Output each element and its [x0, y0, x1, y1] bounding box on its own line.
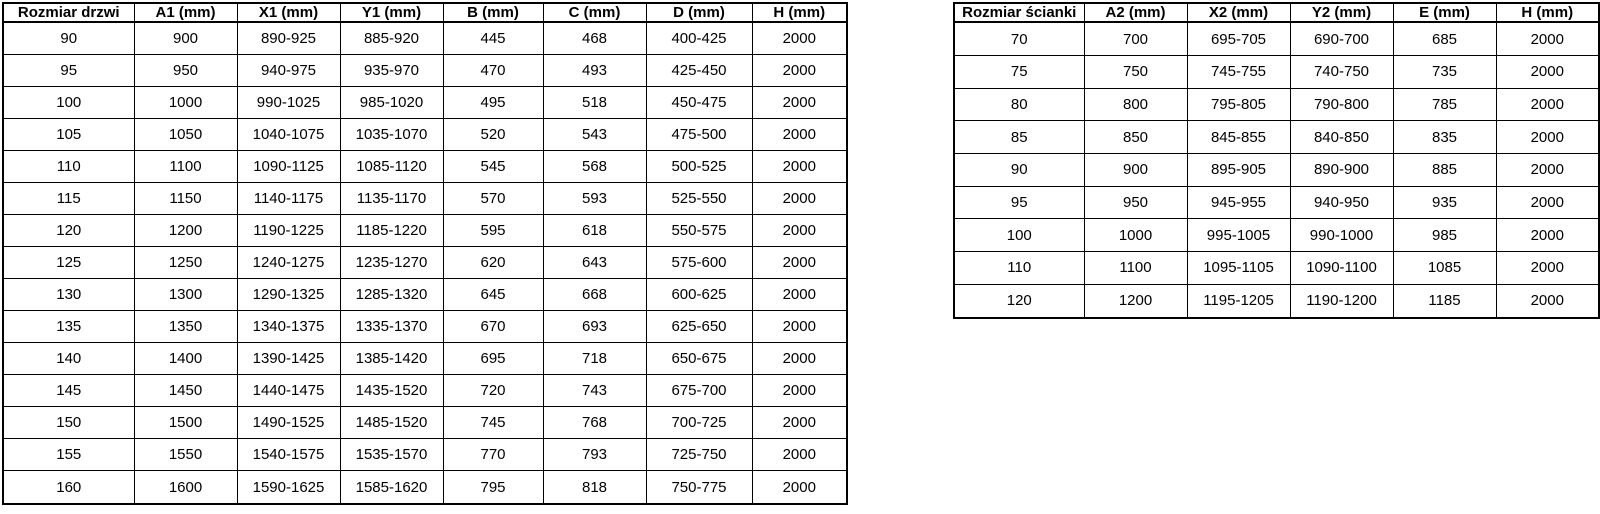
table-cell: 690-700 — [1290, 22, 1393, 56]
table-cell: 140 — [3, 343, 134, 375]
column-header: Y1 (mm) — [340, 3, 443, 22]
table-cell: 135 — [3, 311, 134, 343]
table-cell: 2000 — [752, 87, 847, 119]
table-cell: 1100 — [1084, 252, 1187, 285]
column-header: H (mm) — [752, 3, 847, 22]
table-cell: 1140-1175 — [237, 183, 340, 215]
table-row — [954, 121, 1599, 154]
table-cell: 2000 — [752, 343, 847, 375]
table-cell: 1285-1320 — [340, 279, 443, 311]
column-header: H (mm) — [1496, 3, 1599, 22]
table-cell: 545 — [443, 151, 543, 183]
table-cell: 2000 — [752, 311, 847, 343]
table-cell: 1000 — [134, 87, 237, 119]
table-cell: 795 — [443, 471, 543, 504]
table-row — [3, 55, 847, 87]
column-header: B (mm) — [443, 3, 543, 22]
table-cell: 990-1000 — [1290, 219, 1393, 252]
table-cell: 2000 — [752, 375, 847, 407]
table-cell: 940-975 — [237, 55, 340, 87]
table-cell: 1050 — [134, 119, 237, 151]
table-cell: 1250 — [134, 247, 237, 279]
table-row — [3, 183, 847, 215]
table-cell: 995-1005 — [1187, 219, 1290, 252]
table-row — [3, 87, 847, 119]
table-cell: 935-970 — [340, 55, 443, 87]
table-cell: 1435-1520 — [340, 375, 443, 407]
table-cell: 120 — [3, 215, 134, 247]
table-cell: 845-855 — [1187, 121, 1290, 154]
table-cell: 2000 — [752, 215, 847, 247]
table-cell: 885-920 — [340, 22, 443, 55]
table-cell: 700-725 — [646, 407, 752, 439]
table-row — [954, 219, 1599, 252]
table-cell: 1090-1100 — [1290, 252, 1393, 285]
table-cell: 2000 — [752, 151, 847, 183]
column-header: E (mm) — [1393, 3, 1496, 22]
table-cell: 120 — [954, 284, 1084, 318]
table-cell: 160 — [3, 471, 134, 504]
table-cell: 900 — [1084, 154, 1187, 187]
table-cell: 985-1020 — [340, 87, 443, 119]
table-cell: 95 — [954, 186, 1084, 219]
table-cell: 800 — [1084, 88, 1187, 121]
table-cell: 125 — [3, 247, 134, 279]
table-cell: 1440-1475 — [237, 375, 340, 407]
table-row — [954, 284, 1599, 318]
table-cell: 1290-1325 — [237, 279, 340, 311]
table-cell: 700 — [1084, 22, 1187, 56]
table-cell: 468 — [543, 22, 646, 55]
table-row — [3, 215, 847, 247]
column-header: A1 (mm) — [134, 3, 237, 22]
table-cell: 935 — [1393, 186, 1496, 219]
table-cell: 750-775 — [646, 471, 752, 504]
table-cell: 1190-1225 — [237, 215, 340, 247]
table-cell: 90 — [954, 154, 1084, 187]
table-cell: 2000 — [752, 55, 847, 87]
table-cell: 2000 — [752, 119, 847, 151]
table-cell: 950 — [134, 55, 237, 87]
table-cell: 1185-1220 — [340, 215, 443, 247]
table-cell: 795-805 — [1187, 88, 1290, 121]
table-cell: 720 — [443, 375, 543, 407]
table-cell: 1450 — [134, 375, 237, 407]
table-cell: 2000 — [1496, 88, 1599, 121]
table-cell: 1390-1425 — [237, 343, 340, 375]
table-cell: 495 — [443, 87, 543, 119]
table-cell: 90 — [3, 22, 134, 55]
column-header: A2 (mm) — [1084, 3, 1187, 22]
table-cell: 518 — [543, 87, 646, 119]
table-cell: 145 — [3, 375, 134, 407]
table-cell: 1185 — [1393, 284, 1496, 318]
table-row — [954, 56, 1599, 89]
table-cell: 850 — [1084, 121, 1187, 154]
table-row — [3, 311, 847, 343]
table-cell: 1195-1205 — [1187, 284, 1290, 318]
table-row — [954, 186, 1599, 219]
table-cell: 645 — [443, 279, 543, 311]
table-cell: 105 — [3, 119, 134, 151]
table-cell: 2000 — [752, 183, 847, 215]
table-cell: 1400 — [134, 343, 237, 375]
table-row — [3, 471, 847, 504]
table-cell: 750 — [1084, 56, 1187, 89]
table-row — [3, 119, 847, 151]
table-cell: 1085 — [1393, 252, 1496, 285]
table-row — [3, 343, 847, 375]
table-cell: 2000 — [1496, 121, 1599, 154]
table-cell: 1585-1620 — [340, 471, 443, 504]
table-cell: 768 — [543, 407, 646, 439]
table-cell: 85 — [954, 121, 1084, 154]
table-cell: 1085-1120 — [340, 151, 443, 183]
table-cell: 550-575 — [646, 215, 752, 247]
table-cell: 575-600 — [646, 247, 752, 279]
table-cell: 520 — [443, 119, 543, 151]
table-cell: 945-955 — [1187, 186, 1290, 219]
table-cell: 835 — [1393, 121, 1496, 154]
table-row — [3, 22, 847, 55]
table-row — [954, 252, 1599, 285]
table-cell: 695-705 — [1187, 22, 1290, 56]
table-cell: 990-1025 — [237, 87, 340, 119]
column-header: Y2 (mm) — [1290, 3, 1393, 22]
table-cell: 675-700 — [646, 375, 752, 407]
table-row — [954, 22, 1599, 56]
door-table-header-row — [3, 3, 847, 22]
table-cell: 110 — [3, 151, 134, 183]
table-cell: 1100 — [134, 151, 237, 183]
column-header: D (mm) — [646, 3, 752, 22]
column-header: C (mm) — [543, 3, 646, 22]
table-cell: 100 — [3, 87, 134, 119]
table-cell: 725-750 — [646, 439, 752, 471]
table-cell: 735 — [1393, 56, 1496, 89]
table-cell: 2000 — [752, 247, 847, 279]
table-cell: 745-755 — [1187, 56, 1290, 89]
table-cell: 475-500 — [646, 119, 752, 151]
table-cell: 770 — [443, 439, 543, 471]
table-row — [3, 375, 847, 407]
table-cell: 1540-1575 — [237, 439, 340, 471]
table-cell: 595 — [443, 215, 543, 247]
table-cell: 695 — [443, 343, 543, 375]
table-cell: 693 — [543, 311, 646, 343]
table-cell: 100 — [954, 219, 1084, 252]
table-cell: 1485-1520 — [340, 407, 443, 439]
table-cell: 2000 — [1496, 154, 1599, 187]
table-cell: 743 — [543, 375, 646, 407]
table-cell: 1240-1275 — [237, 247, 340, 279]
table-row — [3, 247, 847, 279]
table-cell: 890-900 — [1290, 154, 1393, 187]
table-row — [954, 154, 1599, 187]
table-cell: 150 — [3, 407, 134, 439]
table-cell: 745 — [443, 407, 543, 439]
table-cell: 670 — [443, 311, 543, 343]
table-row — [3, 279, 847, 311]
column-header: X2 (mm) — [1187, 3, 1290, 22]
table-cell: 1600 — [134, 471, 237, 504]
table-cell: 668 — [543, 279, 646, 311]
table-cell: 890-925 — [237, 22, 340, 55]
table-cell: 740-750 — [1290, 56, 1393, 89]
column-header: X1 (mm) — [237, 3, 340, 22]
table-cell: 2000 — [752, 471, 847, 504]
table-cell: 568 — [543, 151, 646, 183]
table-cell: 1535-1570 — [340, 439, 443, 471]
table-cell: 793 — [543, 439, 646, 471]
table-cell: 80 — [954, 88, 1084, 121]
table-cell: 543 — [543, 119, 646, 151]
table-cell: 445 — [443, 22, 543, 55]
table-cell: 1135-1170 — [340, 183, 443, 215]
table-cell: 1190-1200 — [1290, 284, 1393, 318]
table-cell: 1340-1375 — [237, 311, 340, 343]
table-cell: 1550 — [134, 439, 237, 471]
table-cell: 95 — [3, 55, 134, 87]
table-cell: 570 — [443, 183, 543, 215]
table-cell: 1095-1105 — [1187, 252, 1290, 285]
table-row — [954, 88, 1599, 121]
table-row — [3, 407, 847, 439]
table-cell: 1090-1125 — [237, 151, 340, 183]
table-cell: 618 — [543, 215, 646, 247]
table-cell: 1300 — [134, 279, 237, 311]
table-cell: 900 — [134, 22, 237, 55]
table-cell: 1235-1270 — [340, 247, 443, 279]
table-cell: 1335-1370 — [340, 311, 443, 343]
table-cell: 2000 — [752, 439, 847, 471]
table-cell: 885 — [1393, 154, 1496, 187]
table-cell: 1200 — [134, 215, 237, 247]
column-header: Rozmiar ścianki — [954, 3, 1084, 22]
table-cell: 2000 — [752, 407, 847, 439]
table-row — [3, 151, 847, 183]
table-cell: 685 — [1393, 22, 1496, 56]
wall-sizes-table — [953, 2, 1600, 319]
table-cell: 1350 — [134, 311, 237, 343]
table-cell: 1035-1070 — [340, 119, 443, 151]
table-cell: 2000 — [752, 22, 847, 55]
table-cell: 1500 — [134, 407, 237, 439]
table-cell: 2000 — [1496, 186, 1599, 219]
table-cell: 2000 — [752, 279, 847, 311]
table-cell: 500-525 — [646, 151, 752, 183]
table-cell: 950 — [1084, 186, 1187, 219]
table-cell: 115 — [3, 183, 134, 215]
table-cell: 818 — [543, 471, 646, 504]
table-cell: 70 — [954, 22, 1084, 56]
table-cell: 1200 — [1084, 284, 1187, 318]
table-cell: 1040-1075 — [237, 119, 340, 151]
table-cell: 895-905 — [1187, 154, 1290, 187]
table-cell: 790-800 — [1290, 88, 1393, 121]
table-cell: 650-675 — [646, 343, 752, 375]
table-cell: 1000 — [1084, 219, 1187, 252]
wall-table-header-row — [954, 3, 1599, 22]
table-cell: 110 — [954, 252, 1084, 285]
table-cell: 2000 — [1496, 252, 1599, 285]
table-cell: 1590-1625 — [237, 471, 340, 504]
table-cell: 1490-1525 — [237, 407, 340, 439]
table-cell: 425-450 — [646, 55, 752, 87]
table-cell: 785 — [1393, 88, 1496, 121]
table-cell: 155 — [3, 439, 134, 471]
table-cell: 600-625 — [646, 279, 752, 311]
door-sizes-table — [2, 2, 848, 505]
table-cell: 130 — [3, 279, 134, 311]
table-cell: 450-475 — [646, 87, 752, 119]
table-cell: 2000 — [1496, 219, 1599, 252]
table-cell: 940-950 — [1290, 186, 1393, 219]
column-header: Rozmiar drzwi — [3, 3, 134, 22]
table-row — [3, 439, 847, 471]
table-cell: 493 — [543, 55, 646, 87]
table-cell: 625-650 — [646, 311, 752, 343]
table-cell: 718 — [543, 343, 646, 375]
table-cell: 2000 — [1496, 56, 1599, 89]
table-cell: 525-550 — [646, 183, 752, 215]
table-cell: 400-425 — [646, 22, 752, 55]
table-cell: 840-850 — [1290, 121, 1393, 154]
table-cell: 620 — [443, 247, 543, 279]
table-cell: 1385-1420 — [340, 343, 443, 375]
table-cell: 75 — [954, 56, 1084, 89]
table-cell: 1150 — [134, 183, 237, 215]
table-cell: 2000 — [1496, 22, 1599, 56]
table-cell: 593 — [543, 183, 646, 215]
table-cell: 643 — [543, 247, 646, 279]
table-cell: 985 — [1393, 219, 1496, 252]
table-cell: 470 — [443, 55, 543, 87]
table-cell: 2000 — [1496, 284, 1599, 318]
